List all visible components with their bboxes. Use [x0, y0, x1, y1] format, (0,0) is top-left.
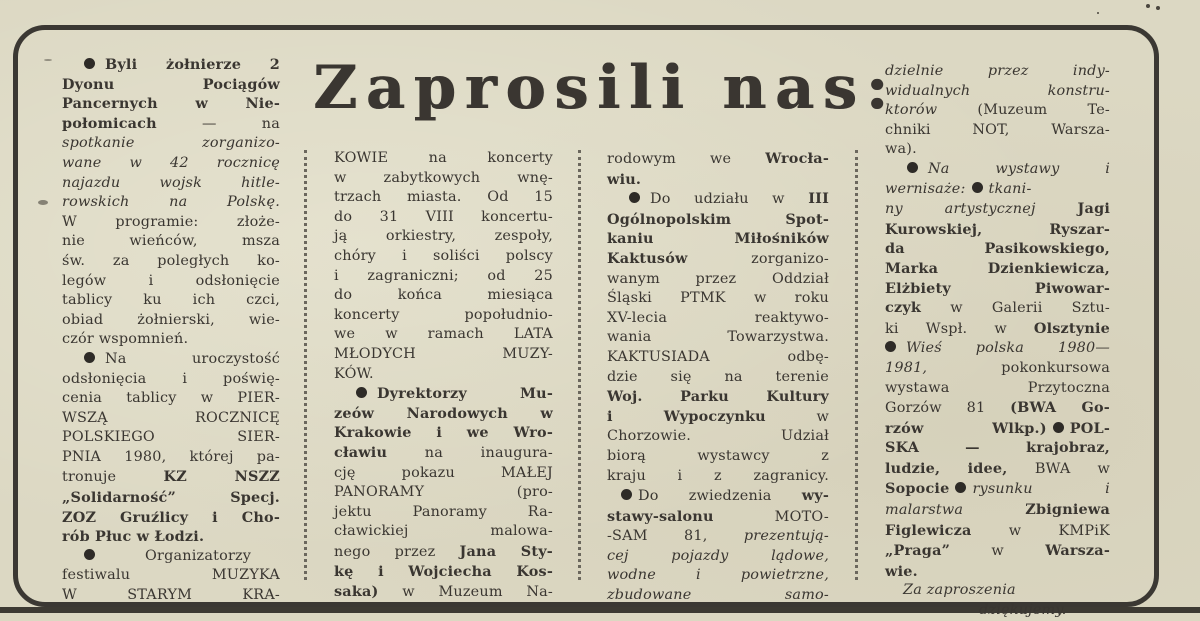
text-line: zeów Narodowych w: [334, 404, 553, 422]
text-line: rodowym we Wrocła-: [607, 150, 829, 167]
text-line: KÓW.: [334, 365, 374, 382]
text-line: Gorzów 81 (BWA Go-: [885, 399, 1110, 417]
text-line: św. za poległych ko-: [62, 252, 280, 269]
text-line: Organizatorzy: [62, 547, 280, 567]
text-line: „Praga” w Warsza-: [885, 542, 1110, 560]
bullet-icon: [84, 58, 95, 69]
text-line: Śląski PTMK w roku: [607, 290, 829, 307]
text-line: cławiu na inaugura-: [334, 443, 553, 461]
text-line: 1981, pokonkursowa: [885, 359, 1110, 376]
text-line: najazdu wojsk hitle-: [62, 174, 280, 191]
text-line: czór wspomnień.: [62, 331, 189, 348]
text-line: cję pokazu MAŁEJ: [334, 464, 553, 481]
text-line: Ogólnopolskim Spot-: [607, 210, 829, 228]
text-line: MŁODYCH MUZY-: [334, 345, 553, 362]
text-line: jektu Panoramy Ra-: [334, 503, 553, 520]
text-line: Kurowskiej, Ryszar-: [885, 220, 1110, 238]
text-line: nego przez Jana Sty-: [334, 542, 553, 560]
text-line: dzie się na terenie: [607, 368, 829, 385]
bullet-icon: [84, 549, 95, 560]
text-line: kraju i z zagranicy.: [607, 467, 829, 484]
text-line: cławickiej malowa-: [334, 523, 553, 540]
text-line: Dyrektorzy Mu-: [334, 384, 553, 404]
text-line: Dyonu Pociągów: [62, 75, 280, 93]
bullet-icon: [356, 387, 367, 398]
column-divider: [855, 150, 858, 580]
text-line: Na uroczystość: [62, 350, 280, 370]
column-divider: [578, 150, 581, 580]
text-line: tablicy ku ich czci,: [62, 292, 280, 309]
text-line: do końca miesiąca: [334, 287, 553, 304]
text-line: spotkanie zorganizo-: [62, 135, 280, 152]
text-line: POLSKIEGO SIER-: [62, 429, 280, 446]
text-line: czyk w Galerii Sztu-: [885, 299, 1110, 317]
article-column-3: [607, 149, 829, 606]
text-line: koncerty popołudnio-: [334, 306, 553, 323]
text-line: wie.: [885, 562, 918, 580]
bullet-icon: [885, 341, 896, 352]
text-line: odsłonięcia i poświę-: [62, 370, 280, 387]
text-line: ki Wspł. w Olsztynie: [885, 319, 1110, 337]
bullet-icon: [955, 482, 966, 493]
bullet-icon: [1053, 422, 1064, 433]
article-column-2: [334, 149, 553, 603]
text-line: Chorzowie. Udział: [607, 428, 829, 445]
text-line: obiad żołnierski, wie-: [62, 311, 280, 328]
text-line: widualnych konstru-: [885, 82, 1110, 99]
text-line: wernisaże: tkani-: [885, 180, 1032, 197]
article-column-4: [885, 62, 1110, 621]
text-line: rowskich na Polskę.: [62, 194, 280, 211]
text-line: Kaktusów zorganizo-: [607, 249, 829, 267]
text-line: wania Towarzystwa.: [607, 329, 829, 346]
bullet-icon: [621, 489, 632, 500]
text-line: W STARYM KRA-: [62, 587, 280, 604]
text-line: legów i odsłonięcie: [62, 272, 280, 289]
text-line: Na wystawy i: [885, 160, 1110, 180]
text-line: ją orkiestry, zespoły,: [334, 228, 553, 245]
text-line: KAKTUSIADA odbę-: [607, 348, 829, 365]
text-line: ny artystycznej Jagi: [885, 200, 1110, 218]
text-line: PANORAMY (pro-: [334, 484, 553, 501]
text-line: wanym przez Oddział: [607, 270, 829, 287]
text-line: Woj. Parku Kultury: [607, 388, 829, 406]
text-line: -SAM 81, prezentują-: [607, 528, 829, 545]
article-title: Zaprosili nas:: [314, 53, 898, 123]
text-line: Krakowie i we Wro-: [334, 424, 553, 442]
text-line: festiwalu MUZYKA: [62, 567, 280, 584]
text-line: da Pasikowskiego,: [885, 240, 1110, 258]
text-line: kaniu Miłośników: [607, 230, 829, 248]
text-line: wodne i powietrzne,: [607, 567, 829, 584]
text-line: nie wieńców, msza: [62, 233, 280, 250]
text-line: dzielnie przez indy-: [885, 63, 1110, 79]
text-line: ludzie, idee, BWA w: [885, 459, 1110, 477]
text-line: Pancernych w Nie-: [62, 95, 280, 113]
text-line: WSZĄ ROCZNICĘ: [62, 409, 280, 426]
text-line: i zagraniczni; od 25: [334, 267, 553, 284]
text-line: rób Płuc w Łodzi.: [62, 528, 205, 546]
text-line: wystawa Przytoczna: [885, 379, 1110, 396]
text-line: do 31 VIII koncertu-: [334, 208, 553, 225]
text-line: we w ramach LATA: [334, 326, 553, 343]
text-line: chniki NOT, Warsza-: [885, 121, 1110, 138]
text-line: Do zwiedzenia wy-: [607, 486, 829, 507]
text-line: Marka Dzienkiewicza,: [885, 259, 1110, 277]
text-line: biorą wystawcy z: [607, 447, 829, 464]
text-line: trzach miasta. Od 15: [334, 189, 553, 206]
text-line: malarstwa Zbigniewa: [885, 501, 1110, 519]
closing-line: Za zaproszenia: [903, 582, 1016, 599]
text-line: Wieś polska 1980—: [885, 339, 1110, 359]
text-line: SKA — krajobraz,: [885, 439, 1111, 457]
bullet-icon: [84, 352, 95, 363]
bullet-icon: [907, 162, 918, 173]
text-line: cej pojazdy lądowe,: [607, 547, 829, 564]
text-line: Do udziału w III: [607, 189, 829, 210]
text-line: rzów Wlkp.) POL-: [885, 419, 1110, 437]
bullet-icon: [972, 182, 983, 193]
text-line: cenia tablicy w PIER-: [62, 390, 280, 407]
text-line: w zabytkowych wnę-: [334, 169, 553, 186]
text-line: ZOZ Gruźlicy i Cho-: [62, 508, 280, 526]
text-line: Figlewicza w KMPiK: [885, 521, 1110, 539]
text-line: wa).: [885, 141, 917, 158]
text-line: XV-lecia reaktywo-: [607, 309, 829, 326]
closing-signoff: dziękujemy.: [979, 602, 1067, 619]
text-line: stawy-salonu MOTO-: [607, 507, 829, 525]
text-line: wane w 42 rocznicę: [62, 154, 280, 171]
text-line: Sopocie rysunku i: [885, 480, 1110, 498]
text-line: tronuje KZ NSZZ: [62, 468, 281, 486]
text-line: „Solidarność” Specj.: [62, 489, 280, 507]
text-line: Elżbiety Piwowar-: [885, 279, 1110, 297]
text-line: wiu.: [607, 170, 642, 188]
text-line: KOWIE na koncerty: [334, 150, 553, 166]
text-line: Byli żołnierze 2: [62, 55, 280, 75]
text-line: PNIA 1980, której pa-: [62, 448, 280, 465]
column-divider: [304, 150, 307, 580]
text-line: i Wypoczynku w: [607, 407, 829, 425]
bullet-icon: [629, 192, 640, 203]
text-line: chóry i soliści polscy: [334, 247, 553, 264]
text-line: zbudowane samo-: [607, 587, 829, 604]
text-line: połomicach — na: [62, 114, 280, 132]
text-line: ktorów (Muzeum Te-: [885, 102, 1110, 119]
text-line: W programie: złoże-: [62, 213, 280, 230]
text-line: kę i Wojciecha Kos-: [334, 563, 553, 581]
article-column-1: [62, 55, 280, 606]
text-line: saka) w Muzeum Na-: [334, 583, 553, 601]
